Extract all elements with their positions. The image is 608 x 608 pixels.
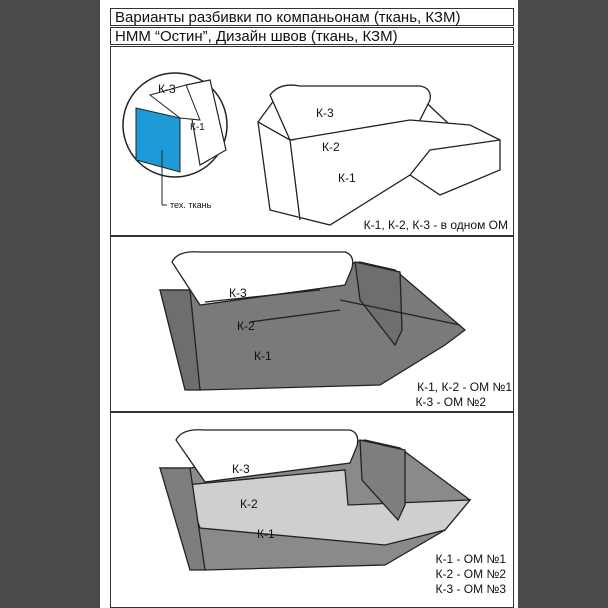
tech-fabric-label: тех. ткань: [170, 200, 212, 210]
sofa3-label-k3: К-3: [232, 462, 250, 476]
sofa1-label-k3: К-3: [316, 106, 334, 120]
panel2-caption-2: К-3 - ОМ №2: [415, 395, 486, 409]
sofa3-label-k1: К-1: [257, 527, 275, 541]
sofa1-label-k1: К-1: [338, 171, 356, 185]
sofa2-label-k3: К-3: [229, 286, 247, 300]
panel1-caption: К-1, К-2, К-3 - в одном ОМ: [363, 218, 508, 232]
sofa3-label-k2: К-2: [240, 497, 258, 511]
panel2-caption-1: К-1, К-2 - ОМ №1: [417, 380, 512, 394]
panel3-caption-3: К-3 - ОМ №3: [435, 582, 506, 596]
panel3-caption-2: К-2 - ОМ №2: [435, 567, 506, 581]
sofa2-label-k2: К-2: [237, 319, 255, 333]
inset-label-k1: К-1: [190, 122, 205, 133]
page-subtitle: НММ “Остин”, Дизайн швов (ткань, КЗМ): [110, 27, 514, 45]
inset-label-k3: К-3: [158, 82, 176, 96]
sofa1-label-k2: К-2: [322, 140, 340, 154]
sofa2-label-k1: К-1: [254, 349, 272, 363]
page-title: Варианты разбивки по компаньонам (ткань, КЗМ): [110, 8, 514, 26]
panel3-caption-1: К-1 - ОМ №1: [435, 552, 506, 566]
sofa-three-materials: [160, 430, 470, 570]
